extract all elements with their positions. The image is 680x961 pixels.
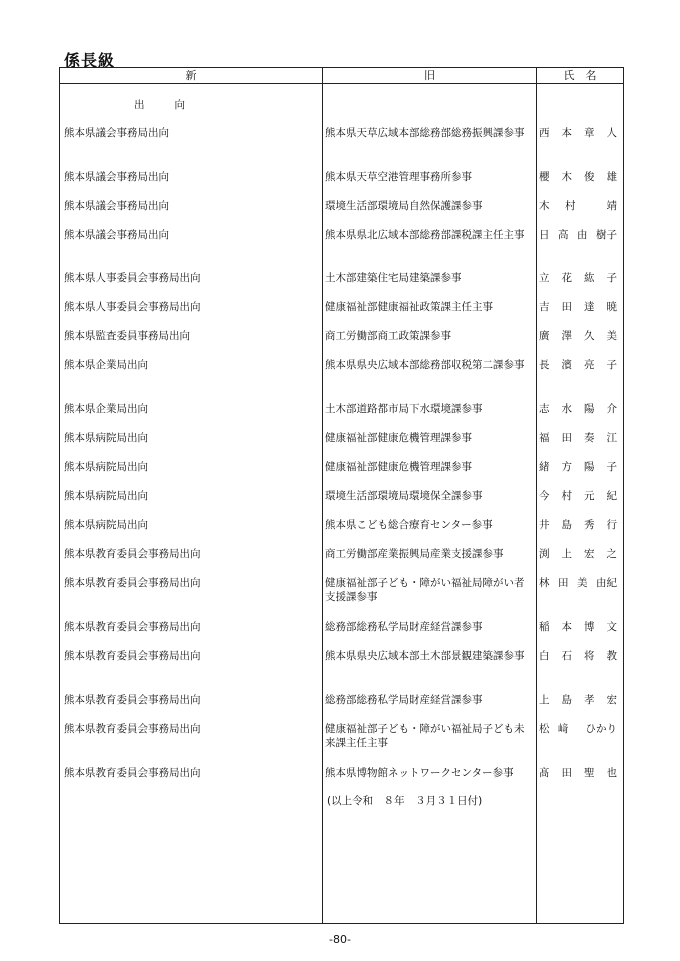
row-person-name <box>539 329 617 343</box>
name-part: 渕 <box>539 548 550 560</box>
name-part: 宏 <box>584 548 595 560</box>
section-label: 出向 <box>134 99 215 111</box>
name-part: 之 <box>606 548 617 560</box>
row-person-name <box>539 358 617 372</box>
row-previous-position: 熊本県県央広域本部総務部収税第二課参事 <box>325 359 525 371</box>
row-previous-position: 熊本県県北広域本部総務部課税課主任主事 <box>325 229 525 241</box>
row-new-assignment: 熊本県議会事務局出向 <box>64 127 169 139</box>
name-part: 暁 <box>606 301 617 313</box>
row-new-assignment: 熊本県教育委員会事務局出向 <box>64 548 201 560</box>
row-person-name <box>539 620 617 634</box>
row-new-assignment: 熊本県教育委員会事務局出向 <box>64 621 201 633</box>
name-part: 吉 <box>539 301 550 313</box>
name-part: 上 <box>561 548 572 560</box>
row-person-name <box>539 722 617 736</box>
name-part: 章 <box>584 127 595 139</box>
name-part: 木 <box>539 200 550 212</box>
row-person-name <box>539 228 617 242</box>
row-previous-position: 商工労働部商工政策課参事 <box>325 330 451 342</box>
name-part: 村 <box>561 490 572 502</box>
row-previous-position: 健康福祉部健康危機管理課参事 <box>325 461 472 473</box>
name-part: 立 <box>539 272 550 284</box>
row-new-assignment: 熊本県議会事務局出向 <box>64 200 169 212</box>
name-part: 志 <box>539 403 550 415</box>
row-previous-position: 熊本県天草広域本部総務部総務振興課参事 <box>325 127 525 139</box>
row-previous-position: 総務部総務私学局財産経営課参事 <box>325 621 483 633</box>
row-new-assignment: 熊本県病院局出向 <box>64 432 148 444</box>
name-part: 亮 <box>584 359 595 371</box>
row-new-assignment: 熊本県議会事務局出向 <box>64 229 169 241</box>
name-part: 髙 <box>539 767 550 779</box>
name-part: 水 <box>561 403 572 415</box>
row-person-name <box>539 547 617 561</box>
name-part: 久 <box>584 330 595 342</box>
name-part: 紀 <box>606 490 617 502</box>
row-person-name <box>539 271 617 285</box>
name-part: 靖 <box>606 200 617 212</box>
name-part: 樹子 <box>596 229 617 241</box>
name-part: 井 <box>539 519 550 531</box>
name-part: 子 <box>606 272 617 284</box>
row-person-name <box>539 170 617 184</box>
row-person-name <box>539 489 617 503</box>
row-previous-position: 土木部建築住宅局建築課参事 <box>325 272 462 284</box>
name-part: 村 <box>565 200 576 212</box>
row-person-name <box>539 126 617 140</box>
name-part: 緒 <box>539 461 550 473</box>
name-part: 聖 <box>584 767 595 779</box>
header-old: 旧 <box>424 69 435 82</box>
row-new-assignment: 熊本県企業局出向 <box>64 359 148 371</box>
row-previous-position: 土木部道路都市局下水環境課参事 <box>325 403 483 415</box>
header-divider <box>60 83 623 84</box>
name-part: 今 <box>539 490 550 502</box>
column-divider <box>322 68 323 923</box>
name-part: 島 <box>561 519 572 531</box>
name-part: 松 <box>539 723 550 735</box>
name-part: 人 <box>606 127 617 139</box>
name-part: 西 <box>539 127 550 139</box>
page-title: 係長級 <box>64 51 116 70</box>
row-person-name <box>539 431 617 445</box>
name-part: 行 <box>606 519 617 531</box>
row-previous-position: 健康福祉部健康福祉政策課主任主事 <box>325 301 493 313</box>
name-part: 高 <box>558 229 569 241</box>
name-part: 澤 <box>561 330 572 342</box>
row-previous-position: 総務部総務私学局財産経営課参事 <box>325 694 483 706</box>
row-previous-position: 健康福祉部健康危機管理課参事 <box>325 432 472 444</box>
row-new-assignment: 熊本県議会事務局出向 <box>64 171 169 183</box>
row-previous-position: 環境生活部環境局自然保護課参事 <box>325 200 483 212</box>
name-part: 﨑 <box>558 723 569 735</box>
row-new-assignment: 熊本県教育委員会事務局出向 <box>64 723 201 735</box>
name-part: 雄 <box>606 171 617 183</box>
name-part: 美 <box>606 330 617 342</box>
name-part: 俊 <box>584 171 595 183</box>
name-part: 由紀 <box>596 577 617 589</box>
row-new-assignment: 熊本県人事委員会事務局出向 <box>64 272 201 284</box>
row-person-name <box>539 402 617 416</box>
name-part: 紘 <box>584 272 595 284</box>
row-new-assignment: 熊本県人事委員会事務局出向 <box>64 301 201 313</box>
name-part: 長 <box>539 359 550 371</box>
name-part: 由 <box>577 229 588 241</box>
row-new-assignment: 熊本県教育委員会事務局出向 <box>64 650 201 662</box>
name-part: 達 <box>584 301 595 313</box>
row-previous-position: 健康福祉部子ども・障がい福祉局子ども未来課主任主事 <box>325 723 525 749</box>
name-part: 田 <box>561 432 572 444</box>
name-part: 美 <box>577 577 588 589</box>
row-previous-position: 熊本県天草空港管理事務所参事 <box>325 171 472 183</box>
name-part: 江 <box>606 432 617 444</box>
row-new-assignment: 熊本県教育委員会事務局出向 <box>64 767 201 779</box>
header-name: 氏 名 <box>563 69 597 82</box>
row-person-name <box>539 693 617 707</box>
name-part: 白 <box>539 650 550 662</box>
name-part: 石 <box>561 650 572 662</box>
name-part: 元 <box>584 490 595 502</box>
name-part: 方 <box>561 461 572 473</box>
row-previous-position: 健康福祉部子ども・障がい福祉局障がい者支援課参事 <box>325 577 525 603</box>
name-part: 宏 <box>606 694 617 706</box>
row-person-name <box>539 199 617 213</box>
row-new-assignment: 熊本県病院局出向 <box>64 490 148 502</box>
name-part: 田 <box>561 301 572 313</box>
name-part: 子 <box>606 461 617 473</box>
column-divider <box>536 68 537 923</box>
row-previous-position: 熊本県県央広域本部土木部景観建築課参事 <box>325 650 525 662</box>
name-part: 子 <box>606 359 617 371</box>
name-part: 濱 <box>561 359 572 371</box>
name-part: ひかり <box>585 723 617 735</box>
name-part: 奏 <box>584 432 595 444</box>
row-previous-position: 熊本県博物館ネットワークセンター参事 <box>325 767 514 779</box>
page-number: -80- <box>329 933 351 946</box>
name-part: 本 <box>561 621 572 633</box>
row-previous-position: 環境生活部環境局環境保全課参事 <box>325 490 483 502</box>
name-part: 孝 <box>584 694 595 706</box>
row-new-assignment: 熊本県企業局出向 <box>64 403 148 415</box>
name-part: 教 <box>606 650 617 662</box>
header-new: 新 <box>185 69 197 82</box>
name-part: 廣 <box>539 330 550 342</box>
row-person-name <box>539 766 617 780</box>
name-part: 也 <box>606 767 617 779</box>
name-part: 田 <box>561 767 572 779</box>
row-previous-position: 商工労働部産業振興局産業支援課参事 <box>325 548 504 560</box>
name-part: 介 <box>606 403 617 415</box>
name-part: 陽 <box>584 403 595 415</box>
row-new-assignment: 熊本県病院局出向 <box>64 519 148 531</box>
name-part: 将 <box>584 650 595 662</box>
footer-note: (以上令和 ８年 ３月３１日付) <box>327 795 483 807</box>
row-person-name <box>539 576 617 590</box>
row-person-name <box>539 649 617 663</box>
name-part: 島 <box>561 694 572 706</box>
name-part: 林 <box>539 577 550 589</box>
row-person-name <box>539 518 617 532</box>
row-new-assignment: 熊本県監査委員事務局出向 <box>64 330 190 342</box>
row-new-assignment: 熊本県教育委員会事務局出向 <box>64 577 201 589</box>
row-new-assignment: 熊本県教育委員会事務局出向 <box>64 694 201 706</box>
row-person-name <box>539 300 617 314</box>
row-new-assignment: 熊本県病院局出向 <box>64 461 148 473</box>
name-part: 陽 <box>584 461 595 473</box>
name-part: 秀 <box>584 519 595 531</box>
name-part: 本 <box>561 127 572 139</box>
name-part: 木 <box>561 171 572 183</box>
name-part: 福 <box>539 432 550 444</box>
name-part: 田 <box>558 577 569 589</box>
name-part: 稲 <box>539 621 550 633</box>
name-part: 上 <box>539 694 550 706</box>
row-previous-position: 熊本県こども総合療育センター参事 <box>325 519 493 531</box>
name-part: 日 <box>539 229 550 241</box>
name-part: 博 <box>584 621 595 633</box>
name-part: 花 <box>561 272 572 284</box>
row-person-name <box>539 460 617 474</box>
name-part: 文 <box>606 621 617 633</box>
name-part: 櫻 <box>539 171 550 183</box>
